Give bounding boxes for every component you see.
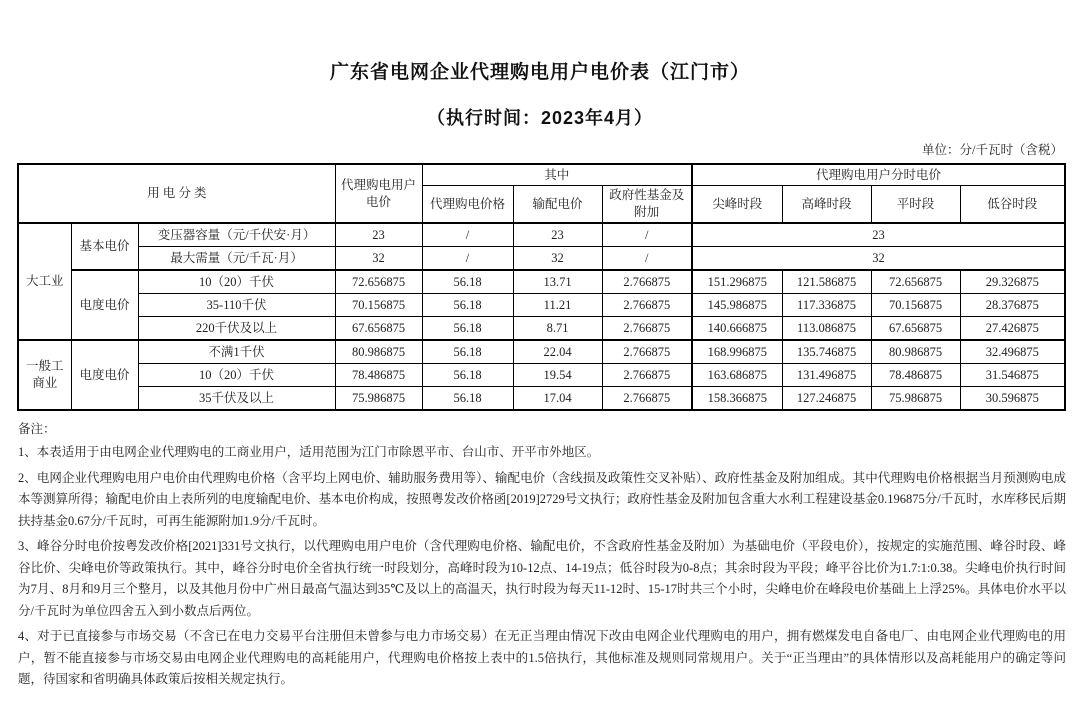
cell-transmission-price: 22.04 [513,340,602,364]
cell-peak: 127.246875 [782,387,871,411]
header-tou-group: 代理购电用户分时电价 [692,164,1065,186]
cell-transmission-price: 23 [513,223,602,247]
cell-valley: 29.326875 [960,270,1065,294]
unit-label: 单位：分/千瓦时（含税） [922,143,1063,157]
cell-sharp-peak: 145.986875 [692,294,782,317]
cell-peak: 113.086875 [782,317,871,341]
cell-sharp-peak: 163.686875 [692,364,782,387]
cell-gov-funds: 2.766875 [602,294,692,317]
cell-tou-merged: 32 [692,247,1065,271]
cell-total-price: 70.156875 [335,294,422,317]
row-category: 10（20）千伏 [138,364,335,387]
table-row [18,364,1065,387]
row-group-label: 大工业 [18,223,71,340]
cell-peak: 135.746875 [782,340,871,364]
cell-valley: 27.426875 [960,317,1065,341]
table-row [18,294,1065,317]
cell-total-price: 72.656875 [335,270,422,294]
cell-sharp-peak: 140.666875 [692,317,782,341]
cell-flat: 78.486875 [871,364,960,387]
row-category: 变压器容量（元/千伏安·月） [138,223,335,247]
cell-valley: 32.496875 [960,340,1065,364]
cell-valley: 28.376875 [960,294,1065,317]
cell-flat: 70.156875 [871,294,960,317]
cell-sharp-peak: 158.366875 [692,387,782,411]
cell-gov-funds: 2.766875 [602,340,692,364]
cell-peak: 121.586875 [782,270,871,294]
cell-gov-funds: 2.766875 [602,387,692,411]
cell-total-price: 23 [335,223,422,247]
row-group-label: 一般工商业 [18,340,71,410]
cell-flat: 72.656875 [871,270,960,294]
page-title: 广东省电网企业代理购电用户电价表（江门市） [329,62,750,83]
cell-sharp-peak: 168.996875 [692,340,782,364]
table-row [18,387,1065,411]
cell-total-price: 80.986875 [335,340,422,364]
header-flat-period: 平时段 [871,186,960,224]
cell-total-price: 78.486875 [335,364,422,387]
row-subgroup-label: 基本电价 [71,223,138,270]
cell-transmission-price: 17.04 [513,387,602,411]
cell-agency-price: 56.18 [422,364,513,387]
table-row [18,340,1065,364]
header-sharp-peak-period: 尖峰时段 [692,186,782,224]
cell-total-price: 32 [335,247,422,271]
header-transmission-price: 输配电价 [513,186,602,224]
note-item-4: 4、对于已直接参与市场交易（不含已在电力交易平台注册但未曾参与电力市场交易）在无正当理由情况下改由电网企业代理购电的用户，拥有燃煤发电自备电厂、由电网企业代理购电的用户，暂不能直接参与市场交易由电网企业代理购电的高耗能用户，代理购电价格按上表中的1.5倍执行，其他标准及规则同常规用户。关于“正当理由”的具体情形以及高耗能用户的确定等问题，待国家和省明确具体政策后按相关规定执行。 [18,629,1066,686]
cell-transmission-price: 11.21 [513,294,602,317]
cell-gov-funds: 2.766875 [602,270,692,294]
cell-peak: 131.496875 [782,364,871,387]
cell-agency-price: / [422,247,513,271]
row-category: 最大需量（元/千瓦·月） [138,247,335,271]
table-row [18,270,1065,294]
cell-agency-price: 56.18 [422,294,513,317]
table-row [18,317,1065,341]
cell-flat: 67.656875 [871,317,960,341]
cell-transmission-price: 19.54 [513,364,602,387]
header-peak-period: 高峰时段 [782,186,871,224]
cell-tou-merged: 23 [692,223,1065,247]
cell-transmission-price: 32 [513,247,602,271]
row-subgroup-label: 电度电价 [71,270,138,340]
cell-valley: 31.546875 [960,364,1065,387]
header-agency-purchase-price: 代理购电价格 [422,186,513,224]
table-row [18,247,1065,271]
cell-gov-funds: 2.766875 [602,364,692,387]
cell-total-price: 67.656875 [335,317,422,341]
cell-valley: 30.596875 [960,387,1065,411]
header-among: 其中 [422,164,692,186]
header-usage-classification: 用 电 分 类 [18,164,335,223]
cell-gov-funds: 2.766875 [602,317,692,341]
cell-peak: 117.336875 [782,294,871,317]
row-category: 10（20）千伏 [138,270,335,294]
cell-gov-funds: / [602,223,692,247]
cell-flat: 75.986875 [871,387,960,411]
notes-section [18,419,1066,691]
cell-agency-price: / [422,223,513,247]
header-valley-period: 低谷时段 [960,186,1065,224]
table-row [18,223,1065,247]
row-category: 35-110千伏 [138,294,335,317]
header-gov-funds: 政府性基金及附加 [602,186,692,224]
document-page [0,57,1080,728]
price-table [17,163,1066,411]
row-category: 不满1千伏 [138,340,335,364]
cell-transmission-price: 8.71 [513,317,602,341]
cell-flat: 80.986875 [871,340,960,364]
cell-sharp-peak: 151.296875 [692,270,782,294]
cell-agency-price: 56.18 [422,387,513,411]
row-category: 220千伏及以上 [138,317,335,341]
header-agency-user-price: 代理购电用户电价 [335,164,422,223]
note-item-2: 2、电网企业代理购电用户电价由代理购电价格（含平均上网电价、辅助服务费用等）、输配电价（含线损及政策性交叉补贴）、政府性基金及附加组成。其中代理购电价格根据当月预测购电成本等测算所得；输配电价由上表所列的电度输配电价、基本电价构成，按照粤发改价格函[2019]2729号文执行；政府性基金及附加包含重大水利工程建设基金0.196875分/千瓦时，水库移民后期扶持基金0.67分/千瓦时，可再生能源附加1.9分/千瓦时。 [18,470,1066,528]
page-subtitle: （执行时间：2023年4月） [426,108,654,128]
cell-agency-price: 56.18 [422,270,513,294]
row-subgroup-label: 电度电价 [71,340,138,410]
cell-total-price: 75.986875 [335,387,422,411]
row-category: 35千伏及以上 [138,387,335,411]
note-item-1: 1、本表适用于由电网企业代理购电的工商业用户，适用范围为江门市除恩平市、台山市、开平市外地区。 [18,445,600,459]
cell-gov-funds: / [602,247,692,271]
note-item-3: 3、峰谷分时电价按粤发改价格[2021]331号文执行，以代理购电用户电价（含代理购电价格、输配电价，不含政府性基金及附加）为基础电价（平段电价），按规定的实施范围、峰谷时段、峰谷比价、尖峰电价等政策执行。其中，峰谷分时电价全省执行统一时段划分，高峰时段为10-12点、14-19点；低谷时段为0-8点；其余时段为平段；峰平谷比价为1.7:1:0.38。尖峰电价执行时间为7月、8月和9月三个整月，以及其他月份中广州日最高气温达到35℃及以上的高温天，执行时段为每天11-12时、15-17时共三个小时，尖峰电价在峰段电价基础上上浮25%。具体电价水平以分/千瓦时为单位四舍五入到小数点后两位。 [18,539,1066,618]
cell-agency-price: 56.18 [422,317,513,341]
notes-label: 备注： [18,422,56,436]
cell-agency-price: 56.18 [422,340,513,364]
cell-transmission-price: 13.71 [513,270,602,294]
